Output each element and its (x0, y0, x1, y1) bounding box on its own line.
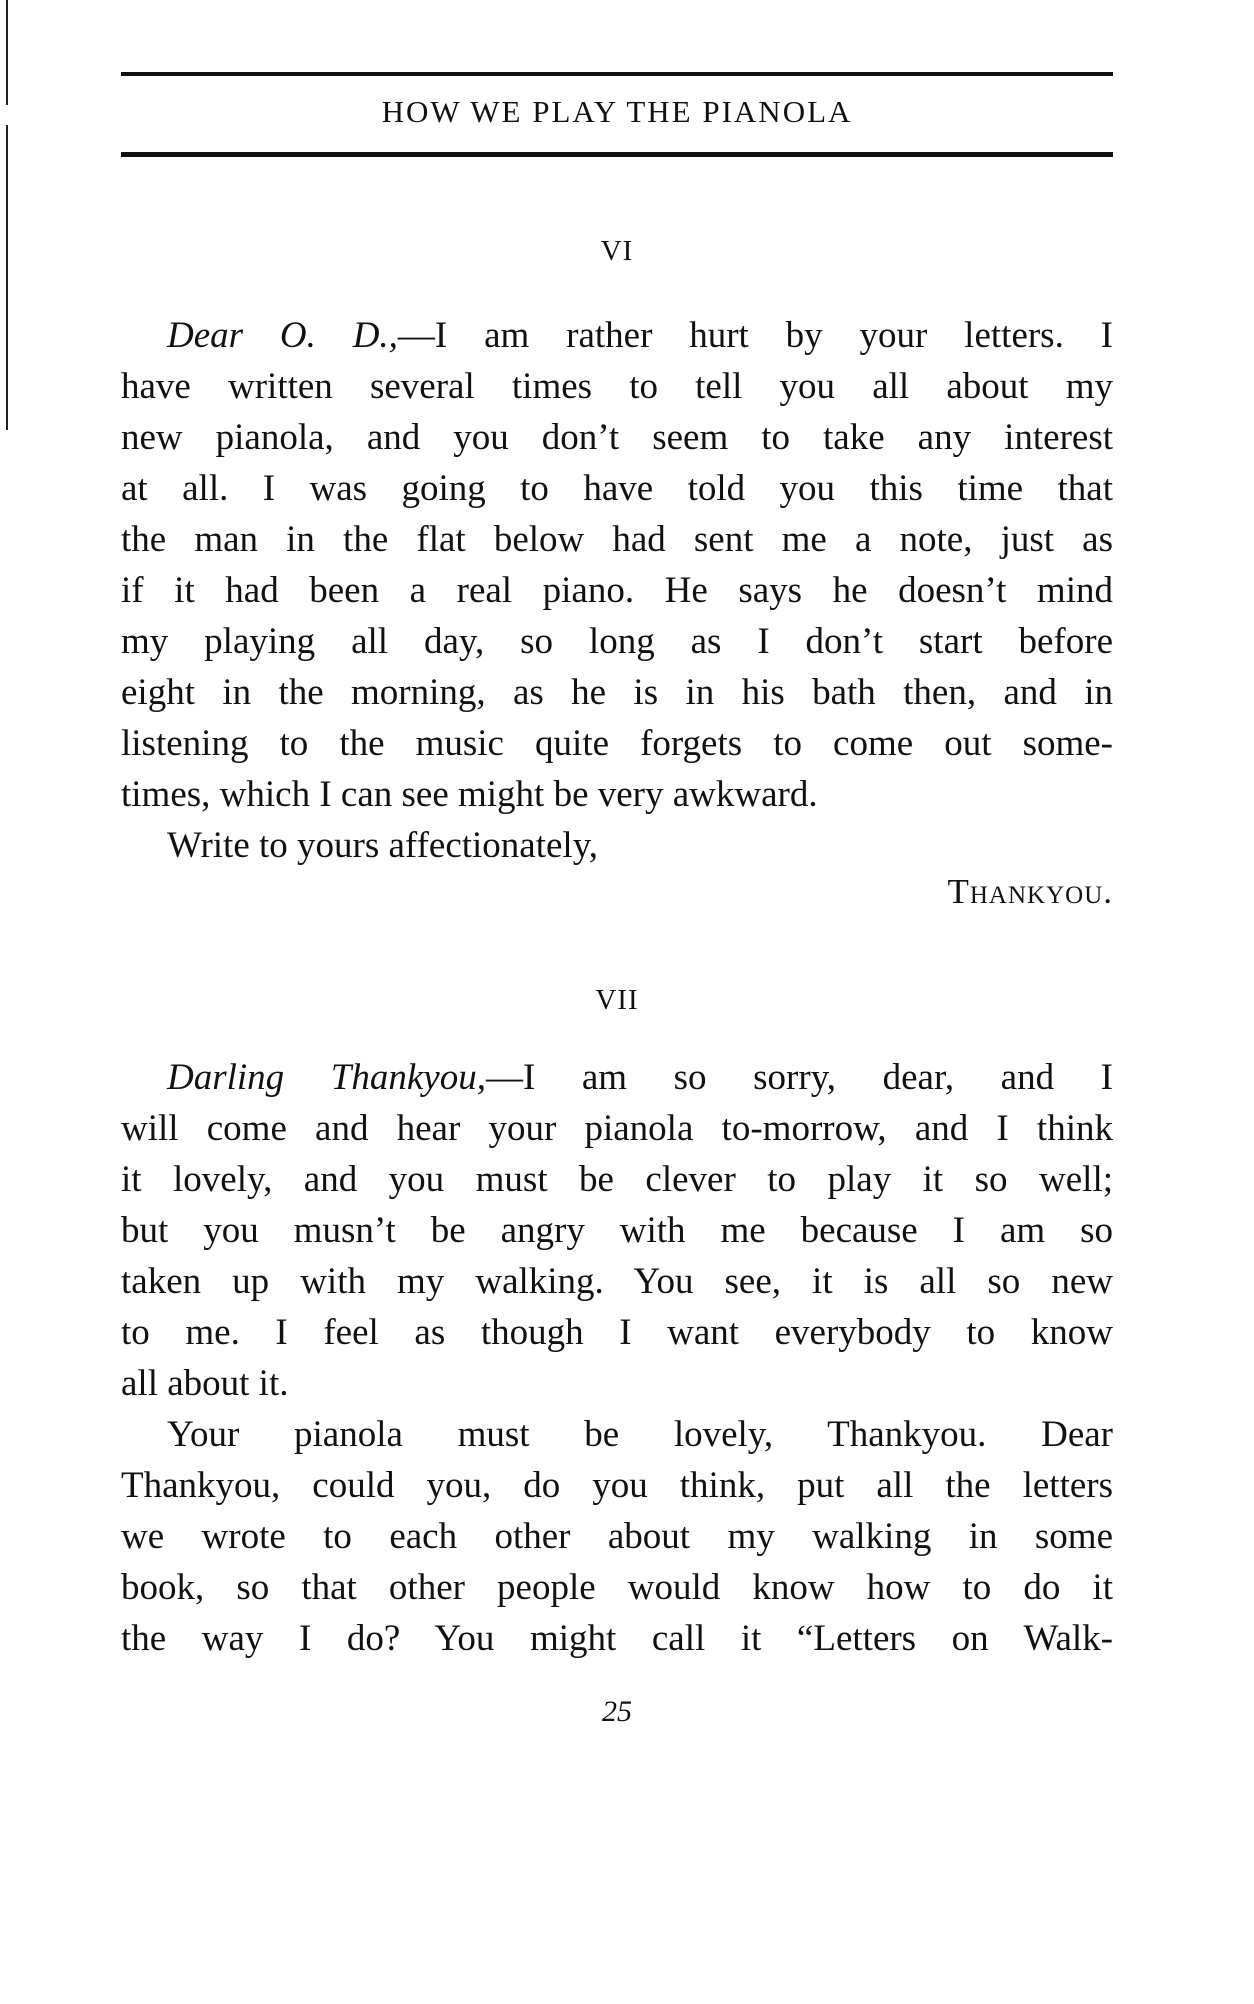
text-line: book, so that other people would know how to do it (121, 1567, 1113, 1608)
scan-edge-line (6, 125, 8, 430)
text-run: —I am rather hurt by your letters. I (397, 315, 1113, 356)
section-number-vi: VI (600, 235, 634, 267)
text-line: new pianola, and you don’t seem to take any interest (121, 417, 1113, 458)
text-line: but you musn’t be angry with me because I am so (121, 1210, 1113, 1251)
signature: Thankyou. (947, 872, 1113, 911)
text-line: if it had been a real piano. He says he doesn’t mind (121, 570, 1113, 611)
text-line (121, 310, 1113, 361)
text-line: eight in the morning, as he is in his bath then, and in (121, 672, 1113, 713)
text-line: will come and hear your pianola to-morrow, and I think (121, 1108, 1113, 1149)
letter-vi-body (121, 310, 1113, 871)
text-line: to me. I feel as though I want everybody to know (121, 1312, 1113, 1353)
text-line: Thankyou, could you, do you think, put all the letters (121, 1465, 1113, 1506)
text-line: have written several times to tell you all about my (121, 366, 1113, 407)
text-line: my playing all day, so long as I don’t start before (121, 621, 1113, 662)
letter-vii-body (121, 1052, 1113, 1664)
text-line: Your pianola must be lovely, Thankyou. Dear (167, 1414, 1113, 1455)
running-head: HOW WE PLAY THE PIANOLA (381, 94, 853, 129)
scan-edge-line (6, 0, 8, 105)
text-line: the way I do? You might call it “Letters on Walk- (121, 1618, 1113, 1659)
header-rule-bottom (121, 152, 1113, 157)
text-line: the man in the flat below had sent me a note, just as (121, 519, 1113, 560)
text-line: it lovely, and you must be clever to play it so well; (121, 1159, 1113, 1200)
text-line: all about it. (121, 1363, 289, 1404)
text-line: taken up with my walking. You see, it is all so new (121, 1261, 1113, 1302)
text-line (121, 1052, 1113, 1103)
closing-line: Write to yours affectionately, (167, 825, 599, 866)
header-rule-top (121, 72, 1113, 76)
salutation: Dear O. D., (167, 315, 398, 356)
text-line: at all. I was going to have told you this time that (121, 468, 1113, 509)
section-number-vii: VII (595, 984, 639, 1016)
salutation: Darling Thankyou, (167, 1057, 486, 1098)
text-run: —I am so sorry, dear, and I (485, 1057, 1113, 1098)
page-number: 25 (602, 1695, 632, 1728)
text-line: times, which I can see might be very awkward. (121, 774, 818, 815)
text-line: we wrote to each other about my walking in some (121, 1516, 1113, 1557)
text-line: listening to the music quite forgets to come out some- (121, 723, 1113, 764)
